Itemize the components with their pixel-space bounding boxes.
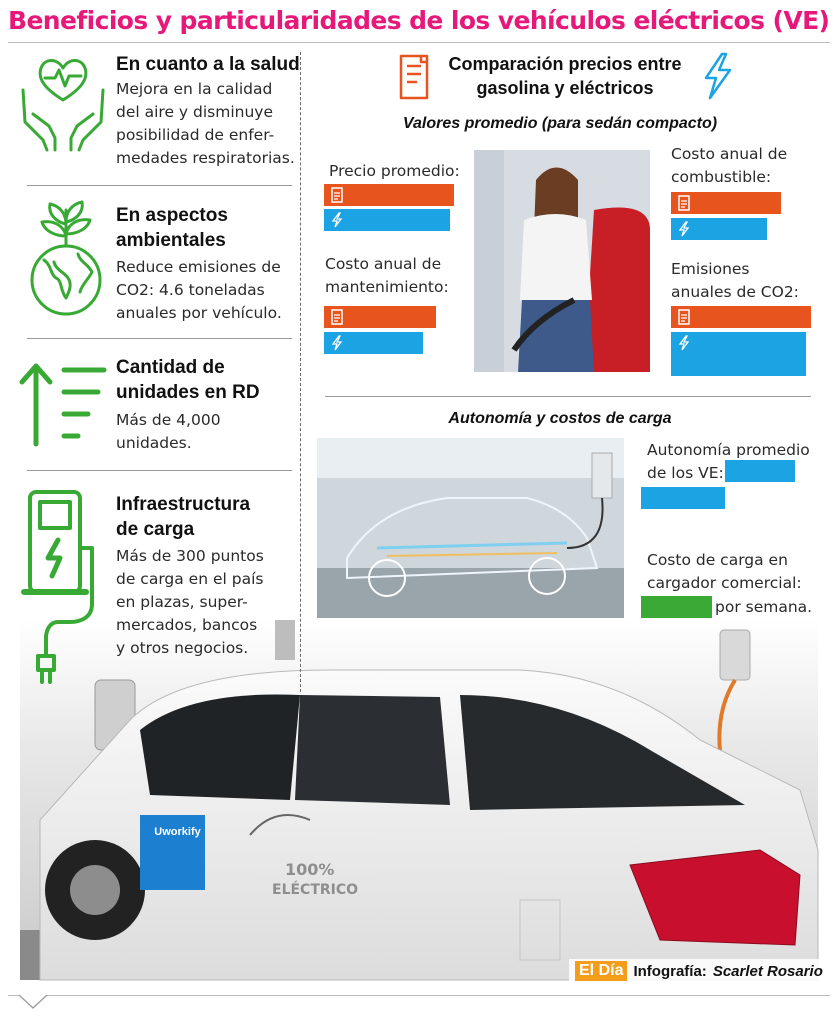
credit-label: Infografía: (633, 962, 707, 980)
health-line: Mejora en la calidad (116, 80, 273, 98)
fuel-receipt-icon (395, 52, 433, 102)
earth-plant-icon (26, 200, 106, 320)
maintenance-label (325, 253, 449, 299)
price-label: Precio promedio: (329, 162, 460, 180)
column-separator (300, 52, 301, 692)
up-arrow-list-icon (18, 360, 108, 450)
autonomy-bar-b (641, 487, 725, 509)
section-divider (27, 470, 292, 471)
infrastructure-title (116, 492, 250, 542)
credit-name: Scarlet Rosario (712, 962, 823, 980)
units-line: Más de 4,000 (116, 411, 221, 429)
lightning-icon (700, 52, 734, 100)
section-divider (27, 185, 292, 186)
environment-line: Reduce emisiones de (116, 258, 281, 276)
door-text-percent: 100% (285, 860, 335, 879)
fuel-electric-bar (671, 218, 767, 240)
bottom-rule (8, 995, 830, 996)
lightning-icon (678, 221, 690, 237)
title-divider (8, 42, 830, 43)
autonomy-label-line: Autonomía promedio (647, 441, 810, 459)
fuel-label (671, 143, 787, 189)
price-electric-bar (324, 209, 450, 231)
health-text (116, 78, 295, 170)
environment-title (116, 203, 228, 253)
fuel-gas-bar (671, 192, 781, 214)
infrastructure-title-line: Infraestructura (116, 494, 251, 515)
speech-tail-icon (18, 994, 48, 1010)
maintenance-gas-bar (324, 306, 436, 328)
infrastructure-text (116, 545, 264, 660)
infrastructure-line: mercados, bancos (116, 616, 258, 634)
infrastructure-line: en plazas, super- (116, 593, 248, 611)
fuel-receipt-icon (331, 187, 343, 203)
fueling-photo (474, 150, 650, 372)
comparison-title-line: Comparación precios entre (448, 54, 682, 74)
fuel-label-line: combustible: (671, 168, 772, 186)
el-dia-logo: El Día (575, 961, 627, 981)
charge-cost-label-line: Costo de carga en (647, 551, 788, 569)
emissions-gas-bar (671, 306, 811, 328)
infrastructure-line: Más de 300 puntos (116, 547, 264, 565)
emissions-electric-bar (671, 332, 806, 376)
car-brand-sticker: Uworkify (154, 826, 201, 838)
footer-credit (569, 959, 829, 983)
charging-station-icon (18, 486, 110, 691)
environment-line: anuales por vehículo. (116, 304, 282, 322)
charge-cost-label (647, 549, 802, 595)
fuel-label-line: Costo anual de (671, 145, 788, 163)
units-line: unidades. (116, 434, 192, 452)
environment-text (116, 256, 282, 325)
health-line: medades respiratorias. (116, 149, 295, 167)
lightning-icon (331, 335, 343, 351)
autonomy-subtitle: Autonomía y costos de carga (448, 410, 672, 427)
emissions-label-line: Emisiones (671, 260, 750, 278)
door-text-electric: ELÉCTRICO (272, 882, 359, 898)
maintenance-label-line: mantenimiento: (325, 278, 449, 296)
section-divider (325, 396, 811, 397)
heart-hands-icon (17, 52, 109, 152)
emissions-label-line: anuales de CO2: (671, 283, 799, 301)
autonomy-bar-a (725, 460, 795, 482)
electric-car-photo (0, 600, 838, 1000)
health-line: posibilidad de enfer- (116, 126, 275, 144)
comparison-title (440, 52, 690, 100)
environment-title-line: ambientales (116, 230, 226, 251)
lightning-icon (678, 335, 690, 351)
maintenance-label-line: Costo anual de (325, 255, 442, 273)
fuel-receipt-icon (678, 309, 690, 325)
environment-title-line: En aspectos (116, 205, 228, 226)
price-gas-bar (324, 184, 454, 206)
maintenance-electric-bar (324, 332, 423, 354)
comparison-subtitle: Valores promedio (para sedán compacto) (402, 115, 718, 132)
units-text (116, 409, 221, 455)
charge-cost-label-line: cargador comercial: (647, 574, 802, 592)
emissions-label (671, 258, 799, 304)
infrastructure-title-line: de carga (116, 519, 195, 540)
comparison-title-line: gasolina y eléctricos (476, 78, 654, 98)
charge-cost-bar (641, 596, 712, 618)
fuel-receipt-icon (331, 309, 343, 325)
infographic-title: Beneficios y particularidades de los vehículos eléctricos (VE) (8, 6, 830, 35)
infrastructure-line: de carga en el país (116, 570, 264, 588)
infrastructure-line: y otros negocios. (116, 639, 249, 657)
fuel-receipt-icon (678, 195, 690, 211)
per-week-label: por semana. (715, 598, 813, 616)
units-title-line: Cantidad de (116, 357, 225, 378)
ev-xray-photo (317, 438, 624, 618)
lightning-icon (331, 212, 343, 228)
environment-line: CO2: 4.6 toneladas (116, 281, 265, 299)
health-line: del aire y disminuye (116, 103, 273, 121)
section-divider (27, 338, 292, 339)
autonomy-label-line: de los VE: (647, 464, 724, 482)
units-title-line: unidades en RD (116, 382, 260, 403)
health-title: En cuanto a la salud (116, 54, 300, 75)
units-title (116, 355, 260, 405)
